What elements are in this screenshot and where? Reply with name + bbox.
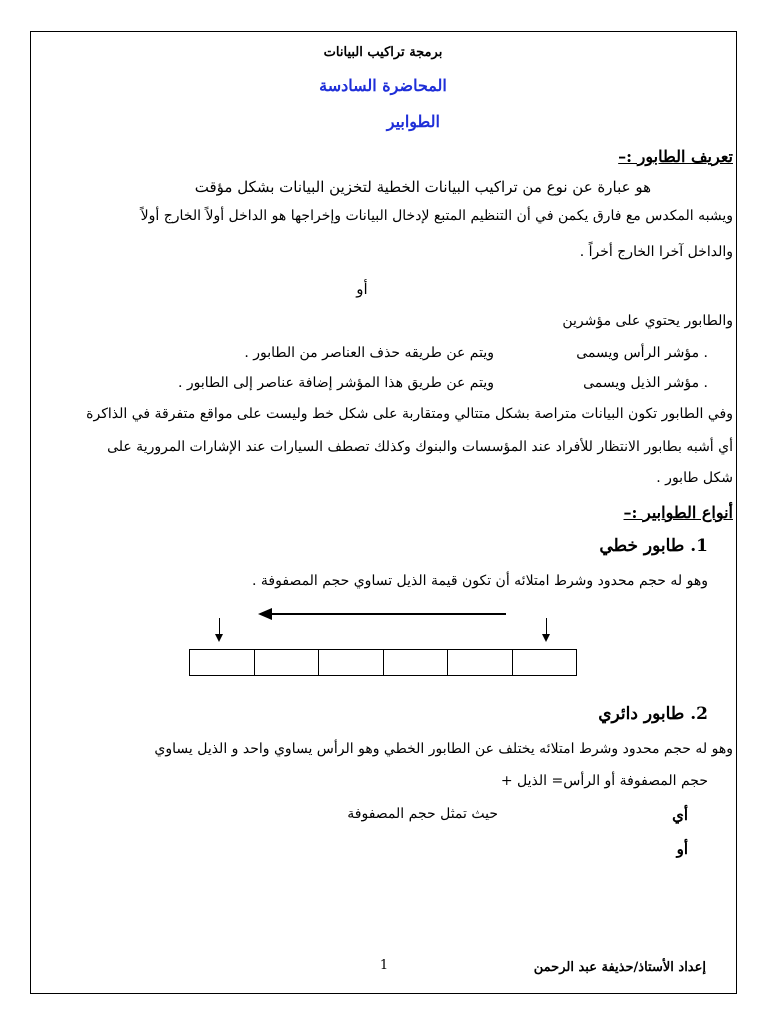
page-number: 1 — [379, 958, 389, 973]
head-pointer-name: . مؤشر الرأس ويسمى — [576, 345, 708, 361]
queue-cell — [513, 650, 577, 675]
paragraph-line-2: أي أشبه بطابور الانتظار للأفراد عند المؤسسات والبنوك وكذلك تصطف السيارات عند الإشارات المرورية على — [107, 439, 733, 455]
queue-cell — [448, 650, 513, 675]
footer-author: إعداد الأستاذ/حذيفة عبد الرحمن — [533, 960, 706, 975]
topic-title: الطوابير — [386, 112, 440, 131]
circular-queue-title: 2. طابور دائري — [598, 704, 708, 724]
queue-cell — [190, 650, 255, 675]
queue-cell — [255, 650, 320, 675]
definition-line-2: ويشبه المكدس مع فارق يكمن في أن التنظيم المتبع لإدخال البيانات وإخراجها هو الداخل أولاً الخارج أولاً — [140, 208, 733, 224]
definition-line-1: هو عبارة عن نوع من تراكيب البيانات الخطية لتخزين البيانات بشكل مؤقت — [194, 178, 651, 196]
pointers-intro: والطابور يحتوي على مؤشرين — [562, 313, 733, 329]
paragraph-line-3: شكل طابور . — [656, 470, 733, 486]
definition-heading: تعريف الطابور :– — [618, 147, 733, 166]
circular-desc-line-1: وهو له حجم محدود وشرط امتلائه يختلف عن الطابور الخطي وهو الرأس يساوي واحد و الذيل يساوي — [154, 741, 733, 757]
linear-queue-title: 1. طابور خطي — [599, 536, 708, 556]
queue-cell — [384, 650, 449, 675]
types-heading: أنواع الطوابير :– — [623, 503, 733, 522]
queue-array — [189, 649, 577, 676]
lecture-title: المحاضرة السادسة — [319, 76, 447, 95]
ay-label: أي — [672, 806, 688, 824]
linear-queue-desc: وهو له حجم محدود وشرط امتلائه أن تكون قيمة الذيل تساوي حجم المصفوفة . — [252, 573, 708, 589]
circular-desc-line-2: حجم المصفوفة أو الرأس= الذيل + — [500, 773, 708, 789]
tail-pointer-desc: ويتم عن طريق هذا المؤشر إضافة عناصر إلى الطابور . — [177, 375, 494, 391]
where-text: حيث تمثل حجم المصفوفة — [347, 806, 498, 822]
or-separator: أو — [356, 280, 368, 298]
tail-pointer-name: . مؤشر الذيل ويسمى — [583, 375, 708, 391]
paragraph-line-1: وفي الطابور تكون البيانات متراصة بشكل متتالي ومتقاربة على شكل خط وليست على مواقع متفرقة في الذاكرة — [86, 406, 733, 422]
definition-line-3: والداخل آخرا الخارج أخراً . — [579, 244, 733, 260]
queue-cell — [319, 650, 384, 675]
head-pointer-desc: ويتم عن طريقه حذف العناصر من الطابور . — [244, 345, 494, 361]
course-title: برمجة تراكيب البيانات — [323, 45, 443, 60]
or-label: أو — [676, 840, 688, 858]
